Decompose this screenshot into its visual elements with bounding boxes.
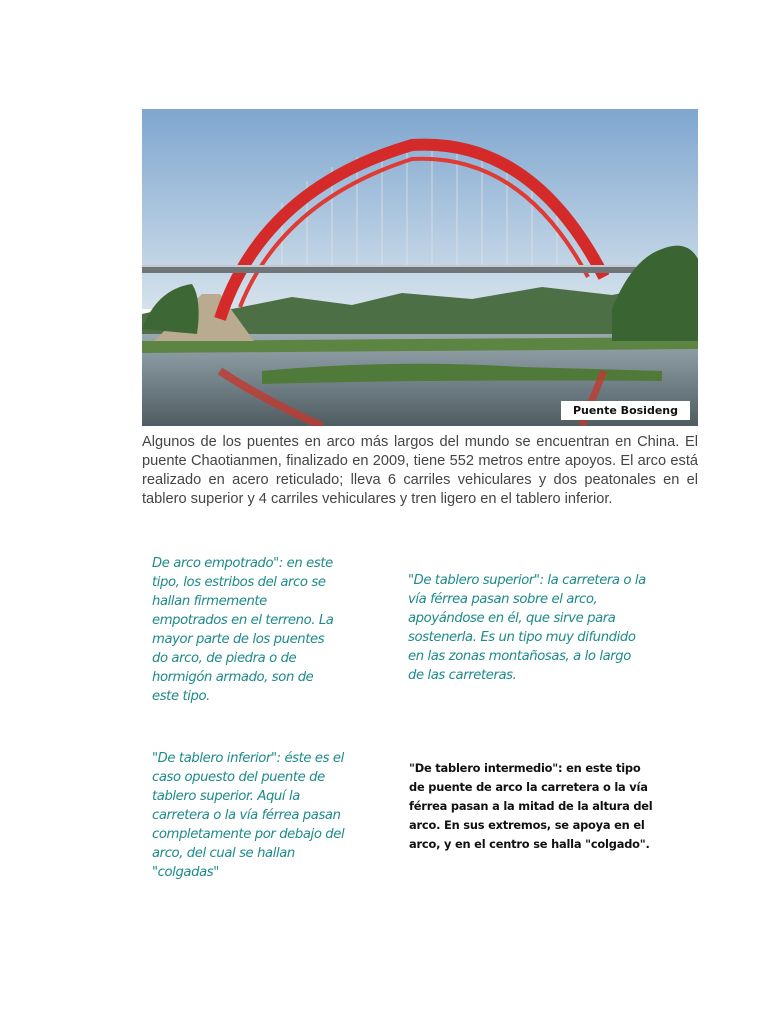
block-tablero-intermedio — [409, 759, 654, 854]
intermedio-heading: "De tablero intermedio": — [409, 761, 563, 775]
bridge-illustration — [142, 109, 698, 426]
photo-caption: Puente Bosideng — [561, 401, 690, 420]
intermedio-text-2: . En sus extremos, — [436, 818, 551, 832]
intro-paragraph: Algunos de los puentes en arco más largos del mundo se encuentran en China. El puente Chaotianmen, finalizado en 2009, tiene 552 metros entre apoyos. El arco está realizado en acero reticulado; lleva 6 carriles vehiculares y dos peatonales en el tablero superior y 4 carriles vehiculares y tren ligero en el tablero inferior. — [142, 434, 698, 507]
intermedio-text-4: "colgado". — [585, 837, 650, 851]
block-arco-empotrado: De arco empotrado": en este tipo, los estribos del arco se hallan firmemente empotrados en el terreno. La mayor parte de los puentes do arco, de piedra o de hormigón armado, son de este tipo. — [152, 556, 334, 704]
block-tablero-inferior: "De tablero inferior": éste es el caso opuesto del puente de tablero superior. Aquí la carretera o la vía férrea pasan completamente por debajo del arco, del cual se hallan "colgadas" — [152, 751, 345, 880]
block-tablero-superior: "De tablero superior": la carretera o la vía férrea pasan sobre el arco, apoyándose en él, que sirve para sostenerla. Es un tipo muy difundido en las zonas montañosas, a lo largo de las carreteras. — [408, 573, 646, 683]
intermedio-text-3: se apoya en el arco, y en el centro se halla — [409, 818, 645, 851]
deck-rail — [142, 265, 698, 267]
bridge-photo — [142, 109, 698, 426]
bridge-deck — [142, 267, 698, 273]
intermedio-text-1: en este tipo de puente de arco la carretera o la vía férrea pasan a la mitad de la altura del arco — [409, 761, 653, 832]
